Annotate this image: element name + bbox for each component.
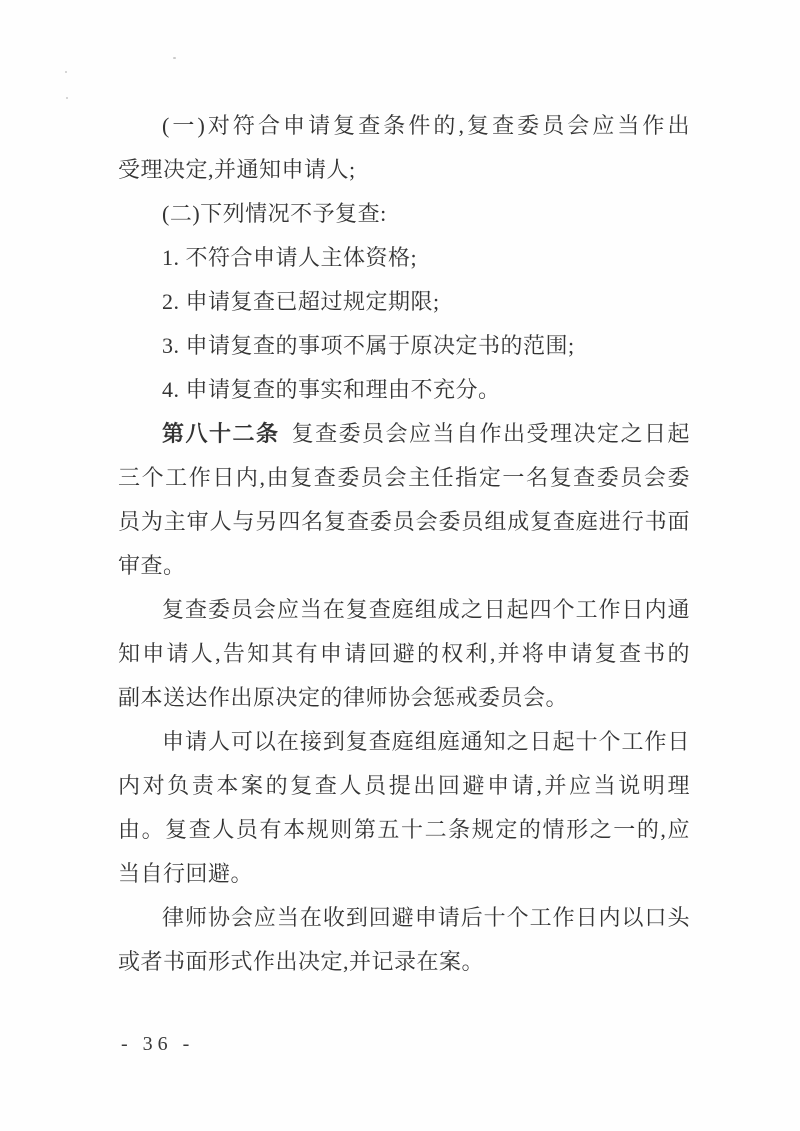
numbered-item-2: 2. 申请复查已超过规定期限; <box>162 289 440 314</box>
article-82-heading: 第八十二条 <box>162 421 280 446</box>
page-number: - 36 - <box>121 1033 195 1055</box>
document-body <box>118 104 690 984</box>
paragraph-recusal-line-3: 由。复查人员有本规则第五十二条规定的情形之一的,应 <box>118 817 690 842</box>
numbered-item-4: 4. 申请复查的事实和理由不充分。 <box>162 377 501 402</box>
paragraph-recusal-line-4: 当自行回避。 <box>118 861 254 886</box>
article-82-line-1 <box>118 412 690 456</box>
article-82-line-3: 员为主审人与另四名复查委员会委员组成复查庭进行书面 <box>118 509 690 534</box>
paragraph-recusal-line-1: 申请人可以在接到复查庭组庭通知之日起十个工作日 <box>162 729 690 754</box>
numbered-item-3: 3. 申请复查的事项不属于原决定书的范围; <box>162 333 575 358</box>
scan-speckle <box>173 57 176 59</box>
numbered-item-1: 1. 不符合申请人主体资格; <box>162 245 418 270</box>
paragraph-notify-line-3: 副本送达作出原决定的律师协会惩戒委员会。 <box>118 685 569 710</box>
paragraph-decision-line-1: 律师协会应当在收到回避申请后十个工作日内以口头 <box>162 905 690 930</box>
article-82-line-2: 三个工作日内,由复查委员会主任指定一名复查委员会委 <box>118 465 690 490</box>
paragraph-notify-line-2: 知申请人,告知其有申请回避的权利,并将申请复查书的 <box>118 641 690 666</box>
clause-item-2: (二)下列情况不予复查: <box>162 201 387 226</box>
clause-item-1-line-2: 受理决定,并通知申请人; <box>118 157 356 182</box>
scan-speckle <box>66 97 68 99</box>
paragraph-notify-line-1: 复查委员会应当在复查庭组成之日起四个工作日内通 <box>162 597 690 622</box>
paragraph-recusal-line-2: 内对负责本案的复查人员提出回避申请,并应当说明理 <box>118 773 690 798</box>
paragraph-decision-line-2: 或者书面形式作出决定,并记录在案。 <box>118 949 485 974</box>
article-82-lead-text: 复查委员会应当自作出受理决定之日起 <box>291 421 690 446</box>
article-82-line-4: 审查。 <box>118 553 186 578</box>
clause-item-1-line-1: (一)对符合申请复查条件的,复查委员会应当作出 <box>162 113 690 138</box>
scan-speckle <box>65 71 67 73</box>
